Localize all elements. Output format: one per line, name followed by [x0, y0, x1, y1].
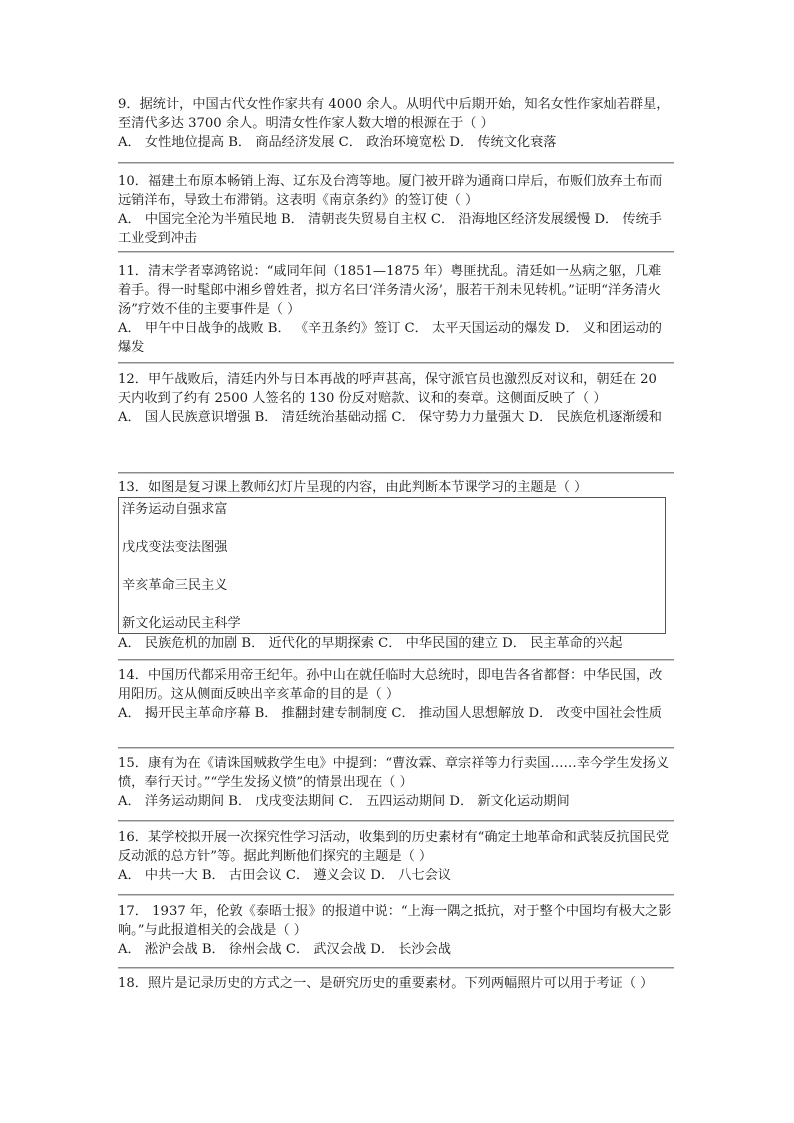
question-13: [118, 478, 674, 653]
question-12: [118, 370, 674, 427]
question-stem: 18．照片是记录历史的方式之一、是研究历史的重要素材。下列两幅照片可以用于考证（ ）: [118, 976, 654, 991]
question-stem: 9．据统计，中国古代女性作家共有 4000 余人。从明代中后期开始，知名女性作家灿若群星，至清代多达 3700 余人。明清女性作家人数大增的根源在于（ ）: [118, 97, 670, 131]
question-options: A． 揭开民主革命序幕 B． 推翻封建专制制度 C． 推动国人思想解放 D． 改变中国社会性质: [118, 706, 662, 721]
slide-line: 辛亥革命三民主义: [122, 578, 228, 593]
question-18: [118, 974, 674, 993]
question-options: A． 民族危机的加剧 B． 近代化的早期探索 C． 中华民国的建立 D． 民主革命的兴起: [118, 636, 623, 651]
question-15: [118, 754, 674, 811]
question-17: [118, 902, 674, 959]
slide-line: 新文化运动民主科学: [122, 616, 241, 631]
divider: [118, 659, 674, 661]
question-stem: 16．某学校拟开展一次探究性学习活动，收集到的历史素材有“确定土地革命和武装反抗国民党反动派的总方针”等。据此判断他们探究的主题是（ ）: [118, 830, 670, 864]
question-stem: 14．中国历代都采用帝王纪年。孙中山在就任临时大总统时，即电告各省都督：中华民国，改用阳历。这从侧面反映出辛亥革命的目的是（ ）: [118, 668, 663, 702]
question-stem: 15．康有为在《请诛国贼救学生电》中提到：“曹汝霖、章宗祥等力行卖国……幸今学生发扬义愤，奉行天讨。”“学生发扬义愤”的情景出现在（ ）: [118, 756, 670, 790]
slide-line: 洋务运动自强求富: [122, 502, 228, 517]
question-9: [118, 95, 674, 152]
question-options: A． 淞沪会战 B． 徐州会战 C． 武汉会战 D． 长沙会战: [118, 942, 451, 957]
question-options: A． 女性地位提高 B． 商品经济发展 C． 政治环境宽松 D． 传统文化衰落: [118, 135, 557, 150]
question-stem: 11．清末学者辜鸿铭说：“咸同年间（1851—1875 年）粤匪扰乱。清廷如一丛病之躯，几难着手。得一时髦郎中湘乡曾姓者，拟方名曰‘洋务清火汤’，服若干剂未见转机。”证明“洋务清火汤”疗效不佳的主要事件是（ ）: [118, 264, 662, 317]
question-11: [118, 262, 674, 357]
divider: [118, 894, 674, 896]
question-stem: 10．福建土布原本畅销上海、辽东及台湾等地。厦门被开辟为通商口岸后，布贩们放弃土布而远销洋布，导致土布滞销。这表明《南京条约》的签订使（ ）: [118, 174, 663, 208]
question-options: A． 中国完全沦为半殖民地 B． 清朝丧失贸易自主权 C． 沿海地区经济发展缓慢 D． 传统手工业受到冲击: [118, 212, 662, 246]
question-options: A． 中共一大 B． 古田会议 C． 遵义会议 D． 八七会议: [118, 868, 451, 883]
slide-content-box: [118, 497, 666, 634]
question-14: [118, 666, 674, 723]
divider: [118, 820, 674, 822]
question-16: [118, 828, 674, 885]
question-options: A． 国人民族意识增强 B． 清廷统治基础动摇 C． 保守势力力量强大 D． 民族危机逐渐缓和: [118, 410, 662, 425]
question-options: A． 洋务运动期间 B． 戊戌变法期间 C． 五四运动期间 D． 新文化运动期间: [118, 794, 570, 809]
divider: [118, 162, 674, 164]
question-stem: 12．甲午战败后，清廷内外与日本再战的呼声甚高，保守派官员也激烈反对议和，朝廷在 20 天内收到了约有 2500 人签名的 130 份反对赔款、议和的奏章。这侧面反映了（ ）: [118, 372, 657, 406]
divider: [118, 967, 674, 969]
question-stem: 17． 1937 年，伦敦《泰晤士报》的报道中说：“上海一隅之抵抗，对于整个中国均有极大之影响。”与此报道相关的会战是（ ）: [118, 904, 672, 938]
question-stem: 13．如图是复习课上教师幻灯片呈现的内容，由此判断本节课学习的主题是（ ）: [118, 480, 588, 495]
divider: [118, 251, 674, 253]
divider: [118, 472, 674, 474]
question-10: [118, 172, 674, 248]
slide-line: 戊戌变法变法图强: [122, 540, 228, 555]
divider: [118, 747, 674, 749]
divider: [118, 362, 674, 364]
question-options: A． 甲午中日战争的战败 B． 《辛丑条约》签订 C． 太平天国运动的爆发 D． 义和团运动的爆发: [118, 321, 662, 355]
